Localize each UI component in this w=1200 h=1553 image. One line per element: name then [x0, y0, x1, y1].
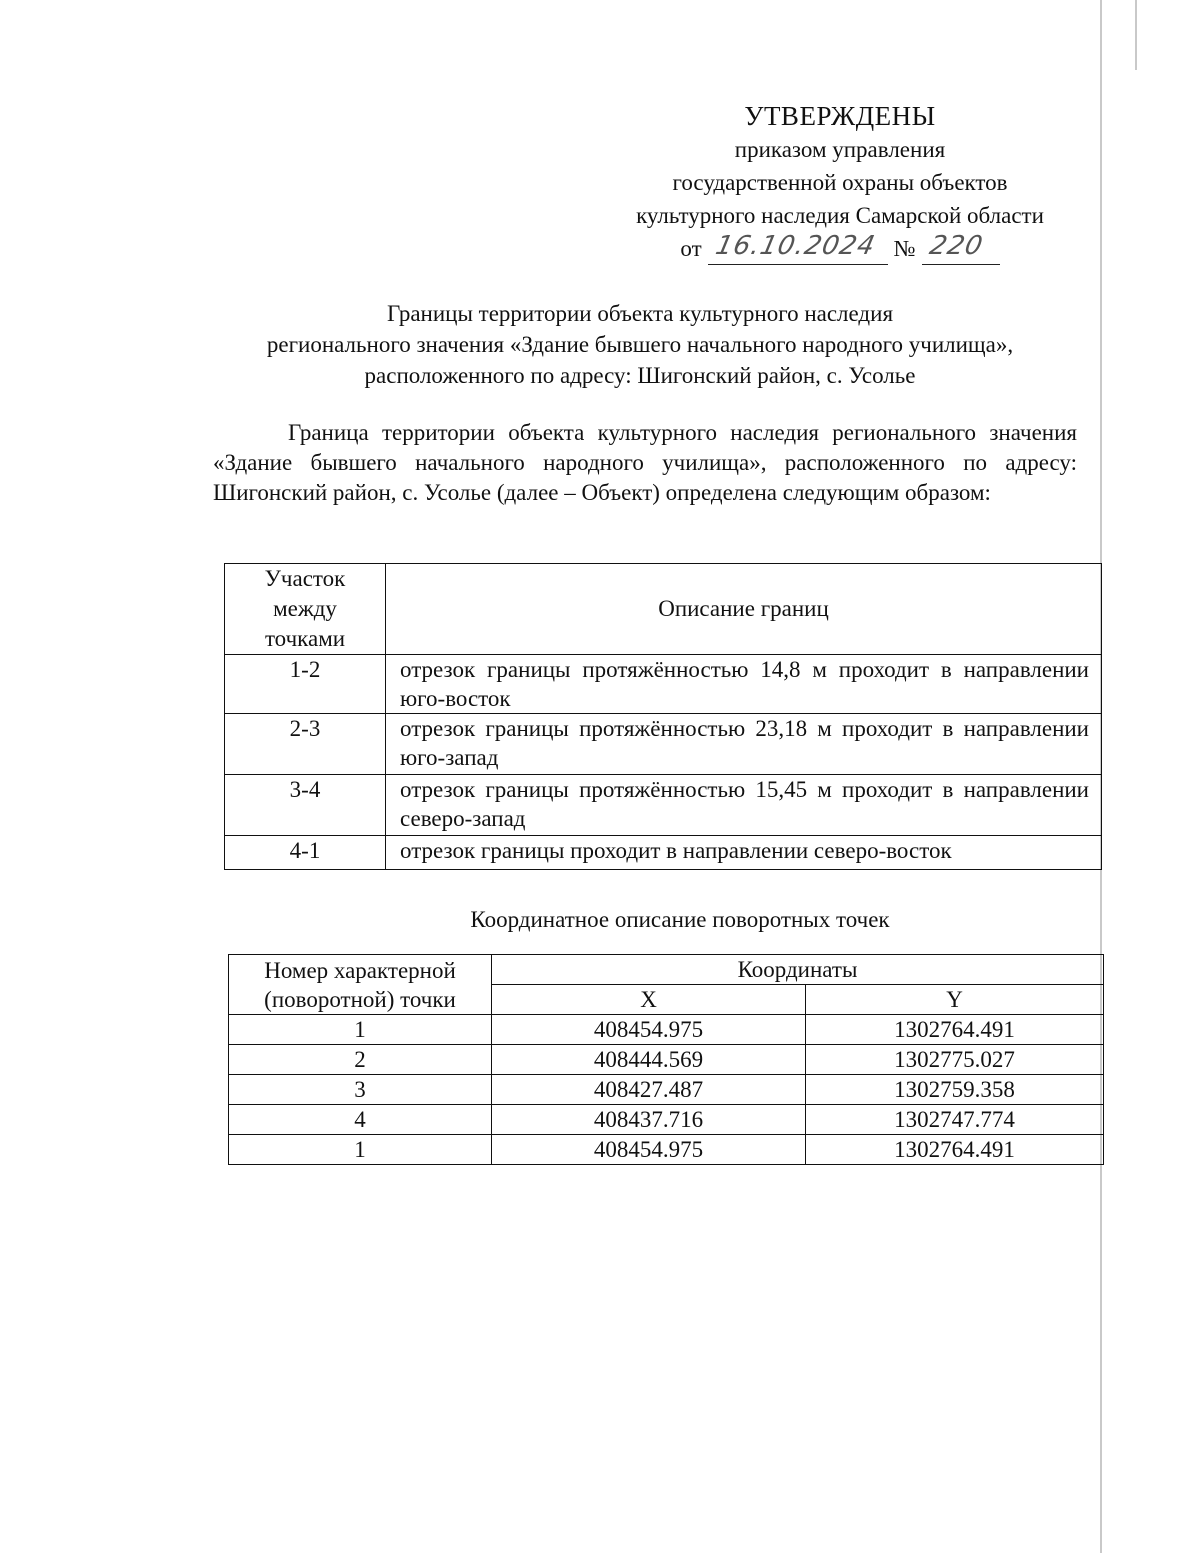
x-cell: 408454.975 [492, 1135, 806, 1165]
intro-paragraph: Граница территории объекта культурного наследия регионального значения «Здание бывшего начального народного училища», расположенного по адресу: Шигонский район, с. Усолье (далее – Объект) определена следующим образом: [213, 420, 1077, 505]
description-cell: отрезок границы протяжённостью 14,8 м проходит в направлении юго-восток [386, 655, 1102, 714]
x-cell: 408454.975 [492, 1015, 806, 1045]
table-header-row [229, 955, 1104, 985]
header-text: точками [264, 626, 346, 651]
header-text: (поворотной) точки [264, 986, 456, 1012]
point-cell: 4 [229, 1105, 492, 1135]
header-text: Номер характерной [264, 957, 456, 983]
table-row [225, 655, 1102, 714]
heading-line: регионального значения «Здание бывшего начального народного училища», [266, 332, 1014, 357]
date-prefix: от [680, 236, 702, 261]
x-cell: 408437.716 [492, 1105, 806, 1135]
table-row [225, 714, 1102, 775]
point-cell: 1 [229, 1135, 492, 1165]
number-prefix: № [893, 236, 916, 261]
description-cell: отрезок границы проходит в направлении северо-восток [386, 836, 1102, 870]
approval-date-line [680, 232, 999, 265]
table-header-row [225, 564, 1102, 655]
coordinates-caption: Координатное описание поворотных точек [470, 907, 890, 932]
point-cell: 1 [229, 1015, 492, 1045]
header-text: между [273, 596, 337, 621]
approval-line: приказом управления [734, 137, 946, 162]
date-blank [708, 231, 888, 265]
handwritten-date: 16.10.2024 [712, 231, 878, 261]
coordinates-table [228, 954, 1104, 1165]
segment-cell: 4-1 [225, 836, 386, 870]
table-row [229, 1075, 1104, 1105]
point-cell: 2 [229, 1045, 492, 1075]
table-row [225, 775, 1102, 836]
approval-line: государственной охраны объектов [672, 170, 1008, 195]
document-heading [200, 298, 1080, 391]
header-x: X [492, 985, 806, 1015]
table-row [229, 1135, 1104, 1165]
header-y: Y [806, 985, 1104, 1015]
description-cell: отрезок границы протяжённостью 23,18 м проходит в направлении юго-запад [386, 714, 1102, 775]
boundary-table [224, 563, 1102, 870]
y-cell: 1302775.027 [806, 1045, 1104, 1075]
approval-block [560, 100, 1120, 265]
heading-line: расположенного по адресу: Шигонский район, с. Усолье [364, 363, 916, 388]
table-row [225, 836, 1102, 870]
x-cell: 408427.487 [492, 1075, 806, 1105]
handwritten-number: 220 [926, 231, 986, 261]
table-row [229, 1015, 1104, 1045]
header-coordinates: Координаты [492, 955, 1104, 985]
segment-cell: 2-3 [225, 714, 386, 775]
header-segment [225, 564, 386, 655]
segment-cell: 3-4 [225, 775, 386, 836]
header-description: Описание границ [386, 564, 1102, 655]
table-row [229, 1105, 1104, 1135]
number-blank [922, 231, 1000, 265]
description-cell: отрезок границы протяжённостью 15,45 м проходит в направлении северо-запад [386, 775, 1102, 836]
y-cell: 1302764.491 [806, 1015, 1104, 1045]
header-point [229, 955, 492, 1015]
approval-line: культурного наследия Самарской области [636, 203, 1044, 228]
x-cell: 408444.569 [492, 1045, 806, 1075]
y-cell: 1302764.491 [806, 1135, 1104, 1165]
heading-line: Границы территории объекта культурного наследия [386, 301, 894, 326]
table-row [229, 1045, 1104, 1075]
point-cell: 3 [229, 1075, 492, 1105]
approval-title: УТВЕРЖДЕНЫ [744, 101, 936, 131]
scan-edge-line [1135, 0, 1137, 70]
y-cell: 1302759.358 [806, 1075, 1104, 1105]
header-text: Участок [264, 566, 346, 591]
segment-cell: 1-2 [225, 655, 386, 714]
y-cell: 1302747.774 [806, 1105, 1104, 1135]
